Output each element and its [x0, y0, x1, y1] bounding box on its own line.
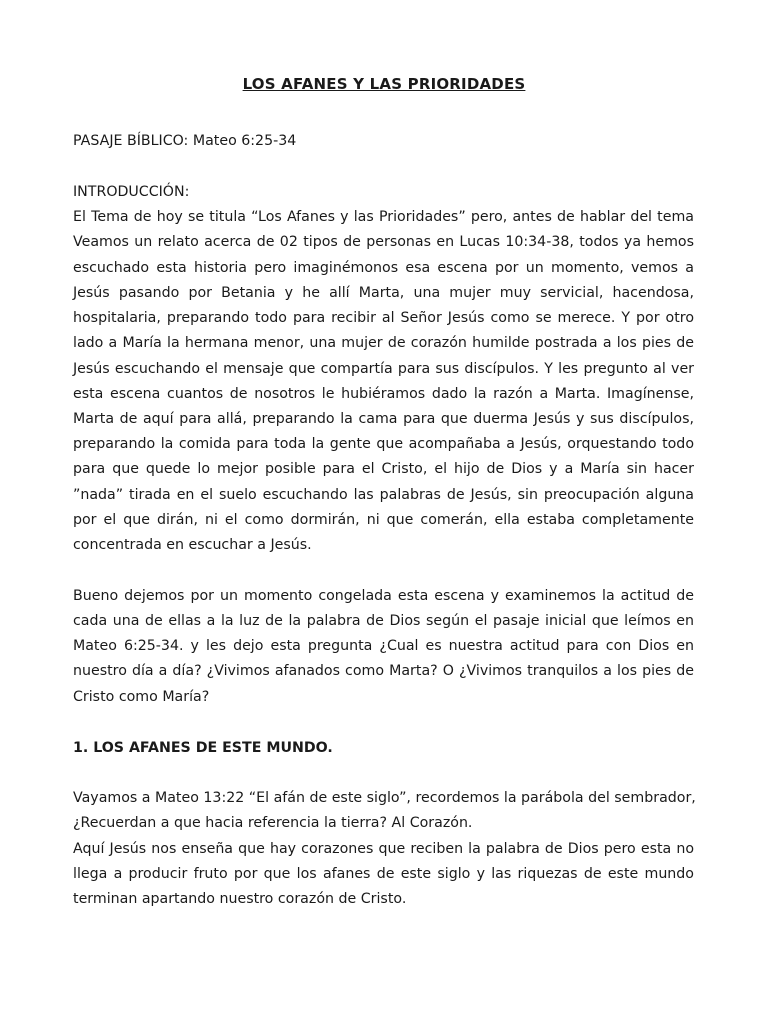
intro-line: preparando la comida para toda la gente que acompañaba a Jesús, orquestando todo	[73, 436, 694, 452]
paragraph-line: llega a producir fruto por que los afanes de este siglo y las riquezas de este mundo	[73, 866, 694, 882]
intro-line: lado a María la hermana menor, una mujer de corazón humilde postrada a los pies de	[73, 335, 694, 351]
paragraph-line: terminan apartando nuestro corazón de Cristo.	[73, 891, 407, 907]
intro-line: escuchado esta historia pero imaginémonos esa escena por un momento, vemos a	[73, 260, 694, 276]
section-heading: 1. LOS AFANES DE ESTE MUNDO.	[73, 740, 333, 756]
intro-line: por el que dirán, ni el como dormirán, ni que comerán, ella estaba completamente	[73, 512, 694, 528]
intro-line: concentrada en escuchar a Jesús.	[73, 537, 312, 553]
intro-line: Jesús pasando por Betania y he allí Marta, una mujer muy servicial, hacendosa,	[73, 285, 694, 301]
paragraph-line: Aquí Jesús nos enseña que hay corazones que reciben la palabra de Dios pero esta no	[73, 841, 694, 857]
document-title: LOS AFANES Y LAS PRIORIDADES	[242, 75, 526, 93]
intro-line: Veamos un relato acerca de 02 tipos de personas en Lucas 10:34-38, todos ya hemos	[73, 234, 694, 250]
intro-line: Marta de aquí para allá, preparando la cama para que duerma Jesús y sus discípulos,	[73, 411, 694, 427]
intro-line: ”nada” tirada en el suelo escuchando las palabras de Jesús, sin preocupación alguna	[73, 487, 694, 503]
paragraph-line: Bueno dejemos por un momento congelada esta escena y examinemos la actitud de	[73, 588, 694, 604]
passage-reference: PASAJE BÍBLICO: Mateo 6:25-34	[73, 133, 297, 149]
paragraph-line: Cristo como María?	[73, 689, 210, 705]
intro-line: Jesús escuchando el mensaje que compartía para sus discípulos. Y les pregunto al ver	[73, 361, 694, 377]
paragraph-line: Mateo 6:25-34. y les dejo esta pregunta ¿Cual es nuestra actitud para con Dios en	[73, 638, 694, 654]
intro-line: El Tema de hoy se titula “Los Afanes y las Prioridades” pero, antes de hablar del tema	[73, 209, 694, 225]
paragraph-line: ¿Recuerdan a que hacia referencia la tierra? Al Corazón.	[73, 815, 473, 831]
paragraph-line: Vayamos a Mateo 13:22 “El afán de este siglo”, recordemos la parábola del sembrador,	[73, 790, 696, 806]
intro-line: para que quede lo mejor posible para el Cristo, el hijo de Dios y a María sin hacer	[73, 461, 694, 477]
paragraph-line: nuestro día a día? ¿Vivimos afanados como Marta? O ¿Vivimos tranquilos a los pies de	[73, 663, 694, 679]
intro-heading: INTRODUCCIÓN:	[73, 184, 190, 200]
paragraph-line: cada una de ellas a la luz de la palabra de Dios según el pasaje inicial que leímos en	[73, 613, 694, 629]
intro-line: hospitalaria, preparando todo para recibir al Señor Jesús como se merece. Y por otro	[73, 310, 694, 326]
intro-line: esta escena cuantos de nosotros le hubiéramos dado la razón a Marta. Imagínense,	[73, 386, 694, 402]
